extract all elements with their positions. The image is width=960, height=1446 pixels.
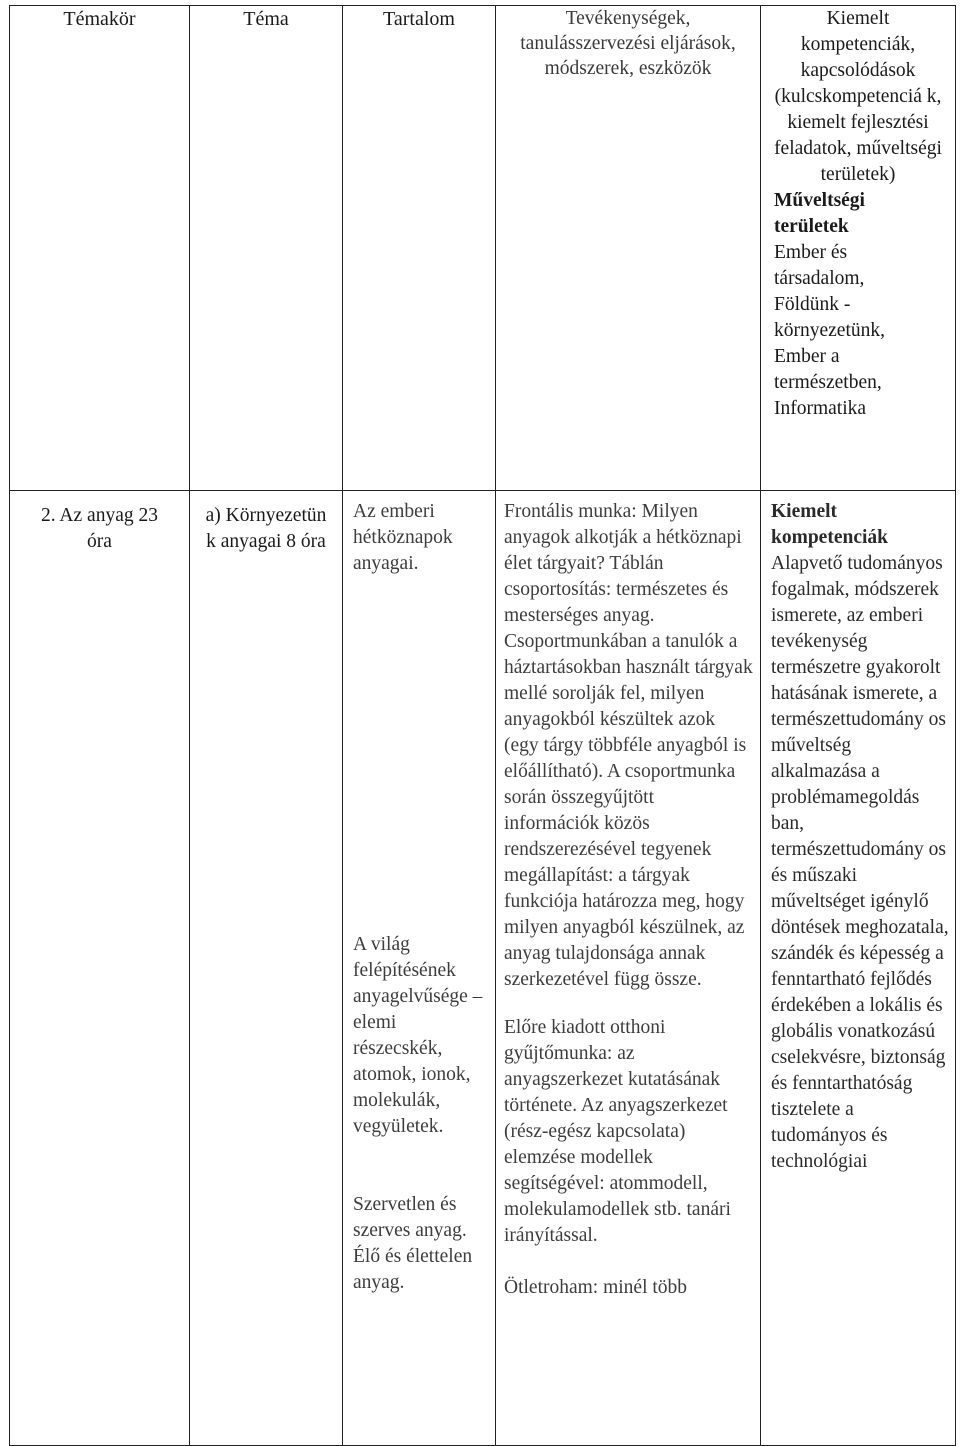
tevekenysegek-p1: Frontális munka: Milyen anyagok alkotják a hétköznapi élet tárgyait? Táblán csoportosítás: természetes és mesterséges anyag. Csoportmunkában a tanulók a háztartásokban használt tárgyak mellé sorolják fel, milyen anyagokból készültek azok (egy tárgy többféle anyagból is előállítható). A csoportmunka során összegyűjtött információk közös rendszerezésével tegyenek megállapítást: a tárgyak funkciója határozza meg, hogy milyen anyagból készülnek, az anyag tulajdonsága annak szerkezetével függ össze. [504, 501, 753, 990]
cell-tevekenysegek [496, 491, 761, 1446]
header-tartalom: Tartalom [343, 6, 496, 491]
tartalom-p2: A világ felépítésének anyagelvűsége – elemi részecskék, atomok, ionok, molekulák, vegyületek. [353, 934, 483, 1137]
kompetenciak-body: Alapvető tudományos fogalmak, módszerek ismerete, az emberi tevékenység természetre gyakorolt hatásának ismerete, a természettudomány os műveltség alkalmazása a problémamegoldás ban, természettudomány os és műszaki műveltséget igénylő döntések meghozatala, szándék és képesség a fenntartható fejlődés érdekében a lokális és globális vonatkozású cselekvésre, biztonság és fenntarthatóság tisztelete a tudományos és technológiai [771, 553, 949, 1172]
tartalom-p1: Az emberi hétköznapok anyagai. [353, 501, 453, 574]
temakor-text: 2. Az anyag 23 óra [41, 505, 158, 552]
curriculum-table [9, 5, 956, 1446]
header-temakor: Témakör [10, 6, 190, 491]
tevekenysegek-p2: Előre kiadott otthoni gyűjtőmunka: az anyagszerkezet kutatásának története. Az anyagszerkezet (rész-egész kapcsolata) elemzése modellek segítségével: atommodell, molekulamodellek stb. tanári irányítással. [504, 1017, 731, 1246]
header-muveltsegi-teruletek: Műveltségi területek [774, 190, 865, 237]
cell-kompetenciak [761, 491, 956, 1446]
cell-tartalom [343, 491, 496, 1446]
content-row [10, 491, 956, 1446]
header-kompetenciak [761, 6, 956, 491]
cell-temakor [10, 491, 190, 1446]
header-areas: Ember és társadalom, Földünk - környezetünk, Ember a természetben, Informatika [774, 242, 886, 419]
header-tevekenysegek [496, 6, 761, 491]
header-kompetenciak-title: Kiemelt kompetenciák, kapcsolódások (kulcskompetenciá k, kiemelt fejlesztési feladatok, műveltségi területek) [774, 8, 942, 185]
header-tevekenysegek-text: Tevékenységek, tanulásszervezési eljárások, módszerek, eszközök [520, 8, 736, 79]
tartalom-p3: Szervetlen és szerves anyag. Élő és élettelen anyag. [353, 1194, 473, 1293]
cell-tema [190, 491, 343, 1446]
header-row [10, 6, 956, 491]
kompetenciak-title: Kiemelt kompetenciák [771, 501, 888, 548]
tevekenysegek-p3: Ötletroham: minél több [504, 1277, 688, 1298]
tema-text: a) Környezetün k anyagai 8 óra [205, 505, 327, 552]
header-tema: Téma [190, 6, 343, 491]
